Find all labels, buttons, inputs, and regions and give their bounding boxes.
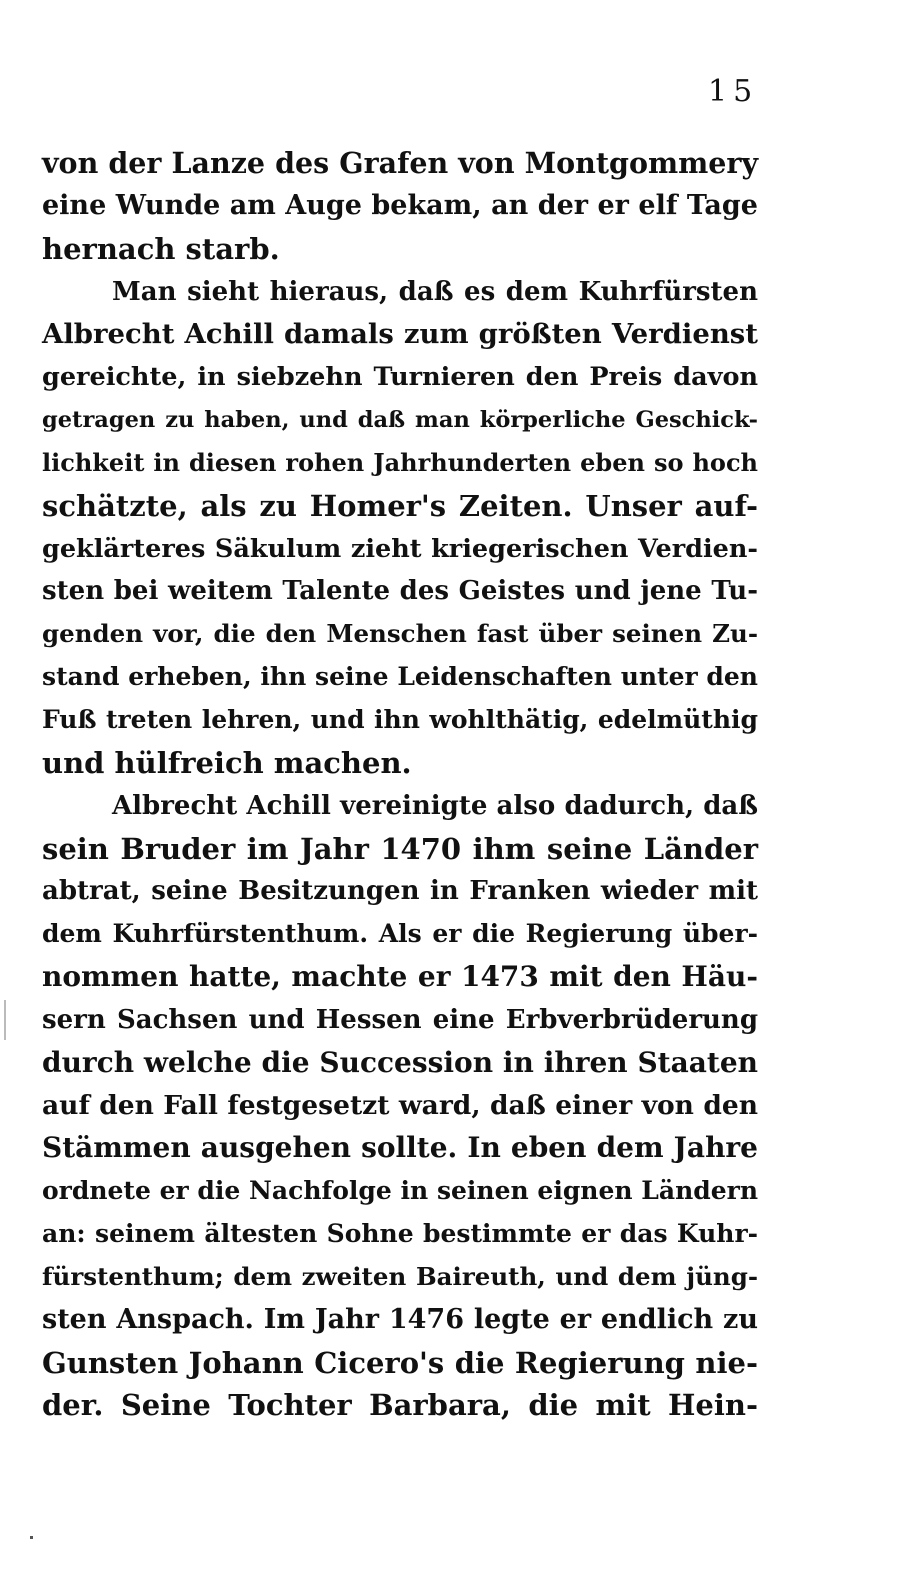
text-line: geklärteres Säkulum zieht kriegerischen Verdien- — [42, 533, 758, 564]
text-line: Stämmen ausgehen sollte. In eben dem Jahre — [42, 1131, 758, 1165]
text-line: der. Seine Tochter Barbara, die mit Hein- — [42, 1388, 758, 1423]
text-line: durch welche die Succession in ihren Staaten — [42, 1045, 758, 1079]
paragraph-first-line: Man sieht hieraus, daß es dem Kuhrfürsten — [112, 276, 758, 307]
text-line: von der Lanze des Grafen von Montgommery — [42, 146, 758, 180]
text-line: stand erheben, ihn seine Leidenschaften unter den — [42, 662, 758, 692]
scan-speck — [30, 1536, 33, 1539]
text-line: eine Wunde am Auge bekam, an der er elf Tage — [42, 189, 758, 221]
page-number: 15 — [708, 74, 759, 109]
text-line: an: seinem ältesten Sohne bestimmte er das Kuhr- — [42, 1219, 758, 1249]
text-line: und hülfreich machen. — [42, 745, 412, 780]
text-line: abtrat, seine Besitzungen in Franken wieder mit — [42, 876, 758, 907]
text-line: dem Kuhrfürstenthum. Als er die Regierung über- — [42, 919, 758, 949]
text-line: nommen hatte, machte er 1473 mit den Häu- — [42, 960, 758, 994]
text-line: gereichte, in siebzehn Turnieren den Preis davon — [42, 362, 758, 393]
text-line: ordnete er die Nachfolge in seinen eignen Ländern — [42, 1176, 758, 1206]
text-line: lichkeit in diesen rohen Jahrhunderten eben so hoch — [42, 447, 758, 477]
text-line: sten bei weitem Talente des Geistes und jene Tu- — [42, 576, 758, 607]
text-line: sten Anspach. Im Jahr 1476 legte er endlich zu — [42, 1303, 758, 1335]
text-line: Albrecht Achill damals zum größten Verdienst — [42, 318, 758, 351]
text-line: schätzte, als zu Homer's Zeiten. Unser auf- — [42, 488, 758, 523]
text-line: sein Bruder im Jahr 1470 ihm seine Länder — [42, 831, 758, 866]
text-line: Fuß treten lehren, und ihn wohlthätig, edelmüthig — [42, 704, 758, 734]
paragraph-first-line: Albrecht Achill vereinigte also dadurch, daß — [112, 790, 758, 821]
body-text — [42, 142, 758, 1427]
text-line: auf den Fall festgesetzt ward, daß einer von den — [42, 1089, 758, 1121]
text-line: genden vor, die den Menschen fast über seinen Zu- — [42, 619, 758, 649]
text-line: Gunsten Johann Cicero's die Regierung nie- — [42, 1345, 758, 1380]
text-line: hernach starb. — [42, 231, 280, 266]
text-line: fürstenthum; dem zweiten Baireuth, und dem jüng- — [42, 1261, 758, 1291]
text-line: getragen zu haben, und daß man körperliche Geschick- — [42, 407, 758, 434]
text-line: sern Sachsen und Hessen eine Erbverbrüderung — [42, 1004, 758, 1035]
scan-speck — [4, 1000, 6, 1040]
